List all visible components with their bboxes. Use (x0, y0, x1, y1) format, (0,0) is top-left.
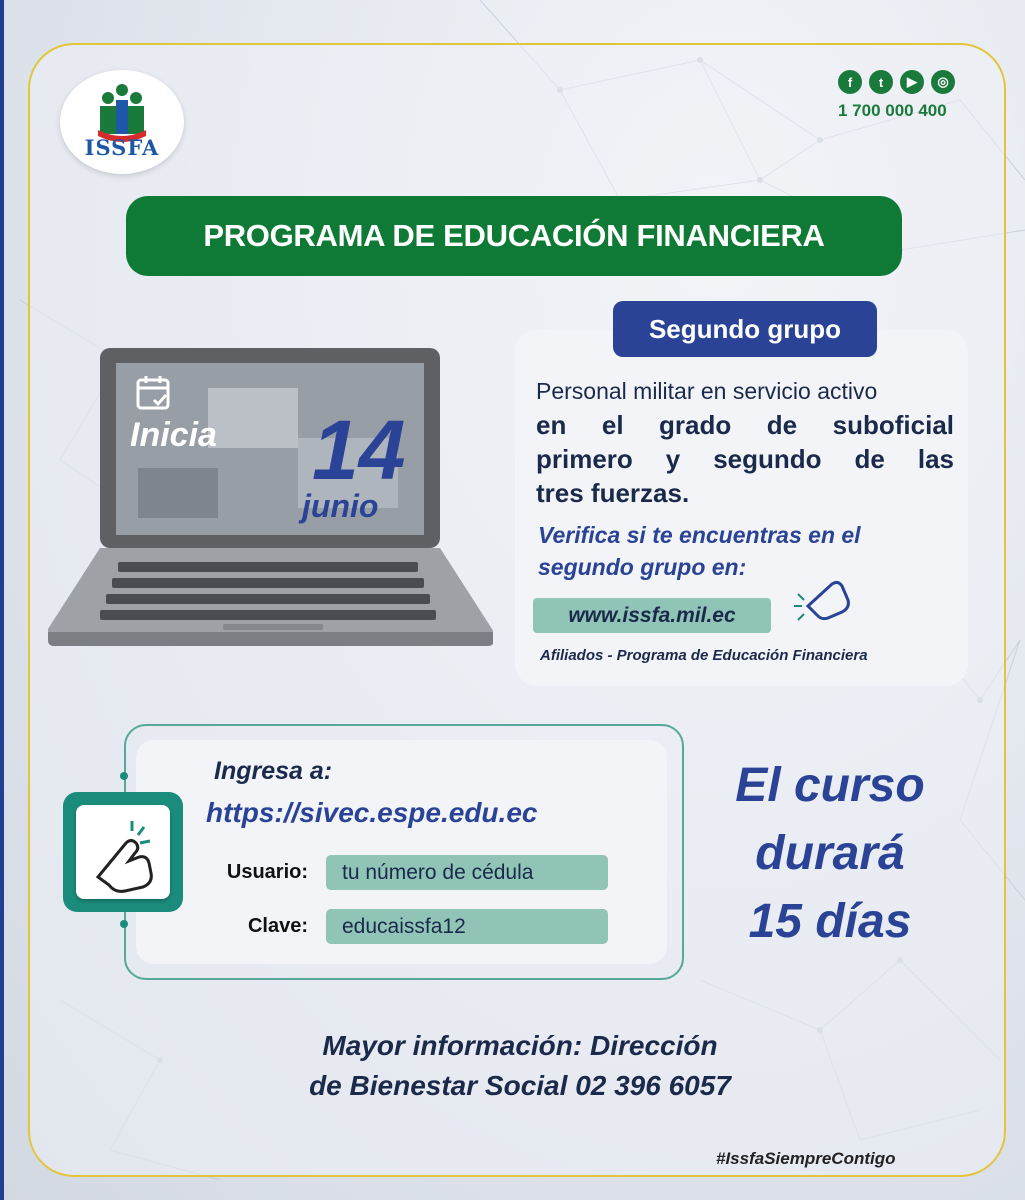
eligibility-line-3: primero y segundo de las (536, 444, 954, 474)
password-label: Clave: (247, 915, 308, 937)
left-edge-bar (0, 0, 4, 1200)
program-title-banner: PROGRAMA DE EDUCACIÓN FINANCIERA (126, 196, 902, 276)
youtube-icon[interactable]: ▶ (900, 70, 924, 94)
duration-line-1: El curso (735, 759, 925, 812)
password-field[interactable]: educaissfa12 (326, 909, 608, 944)
contact-info (200, 1026, 840, 1106)
calendar-icon (136, 374, 172, 410)
course-duration (700, 752, 960, 956)
click-badge-inner (76, 805, 170, 899)
pointing-hand-icon (790, 576, 854, 636)
login-heading: Ingresa a: (214, 757, 333, 785)
issfa-logo (60, 70, 184, 174)
eligibility-line-1: Personal militar en servicio activo (536, 378, 878, 404)
username-label: Usuario: (226, 861, 308, 883)
eligibility-text (536, 374, 954, 510)
start-day: 14 (312, 403, 406, 497)
eligibility-line-2: en el grado de suboficial (536, 410, 954, 440)
login-url[interactable]: https://sivec.espe.edu.ec (206, 797, 538, 828)
starts-label: Inicia (130, 416, 217, 454)
twitter-icon[interactable]: t (869, 70, 893, 94)
facebook-icon[interactable]: f (838, 70, 862, 94)
verify-text (538, 519, 958, 583)
verify-line-2: segundo grupo en: (538, 554, 747, 580)
contact-line-1: Mayor información: Dirección (322, 1030, 718, 1061)
eligibility-line-4: tres fuerzas. (536, 478, 690, 508)
hashtag: #IssfaSiempreContigo (716, 1149, 896, 1168)
contact-line-2: de Bienestar Social 02 396 6057 (309, 1070, 731, 1101)
social-links (838, 70, 955, 94)
website-link[interactable]: www.issfa.mil.ec (533, 598, 771, 633)
laptop-illustration (48, 348, 493, 653)
frame-dot-top (120, 772, 128, 780)
tap-hand-icon (76, 805, 170, 899)
group-badge: Segundo grupo (613, 301, 877, 357)
website-path: Afiliados - Programa de Educación Financiera (540, 647, 868, 664)
duration-line-2: durará (755, 827, 905, 880)
start-month: junio (302, 488, 379, 524)
username-field[interactable]: tu número de cédula (326, 855, 608, 890)
logo-text: ISSFA (84, 135, 160, 160)
frame-dot-bottom (120, 920, 128, 928)
instagram-icon[interactable]: ◎ (931, 70, 955, 94)
verify-line-1: Verifica si te encuentras en el (538, 522, 861, 548)
phone-number: 1 700 000 400 (838, 101, 947, 120)
duration-line-3: 15 días (748, 895, 912, 948)
